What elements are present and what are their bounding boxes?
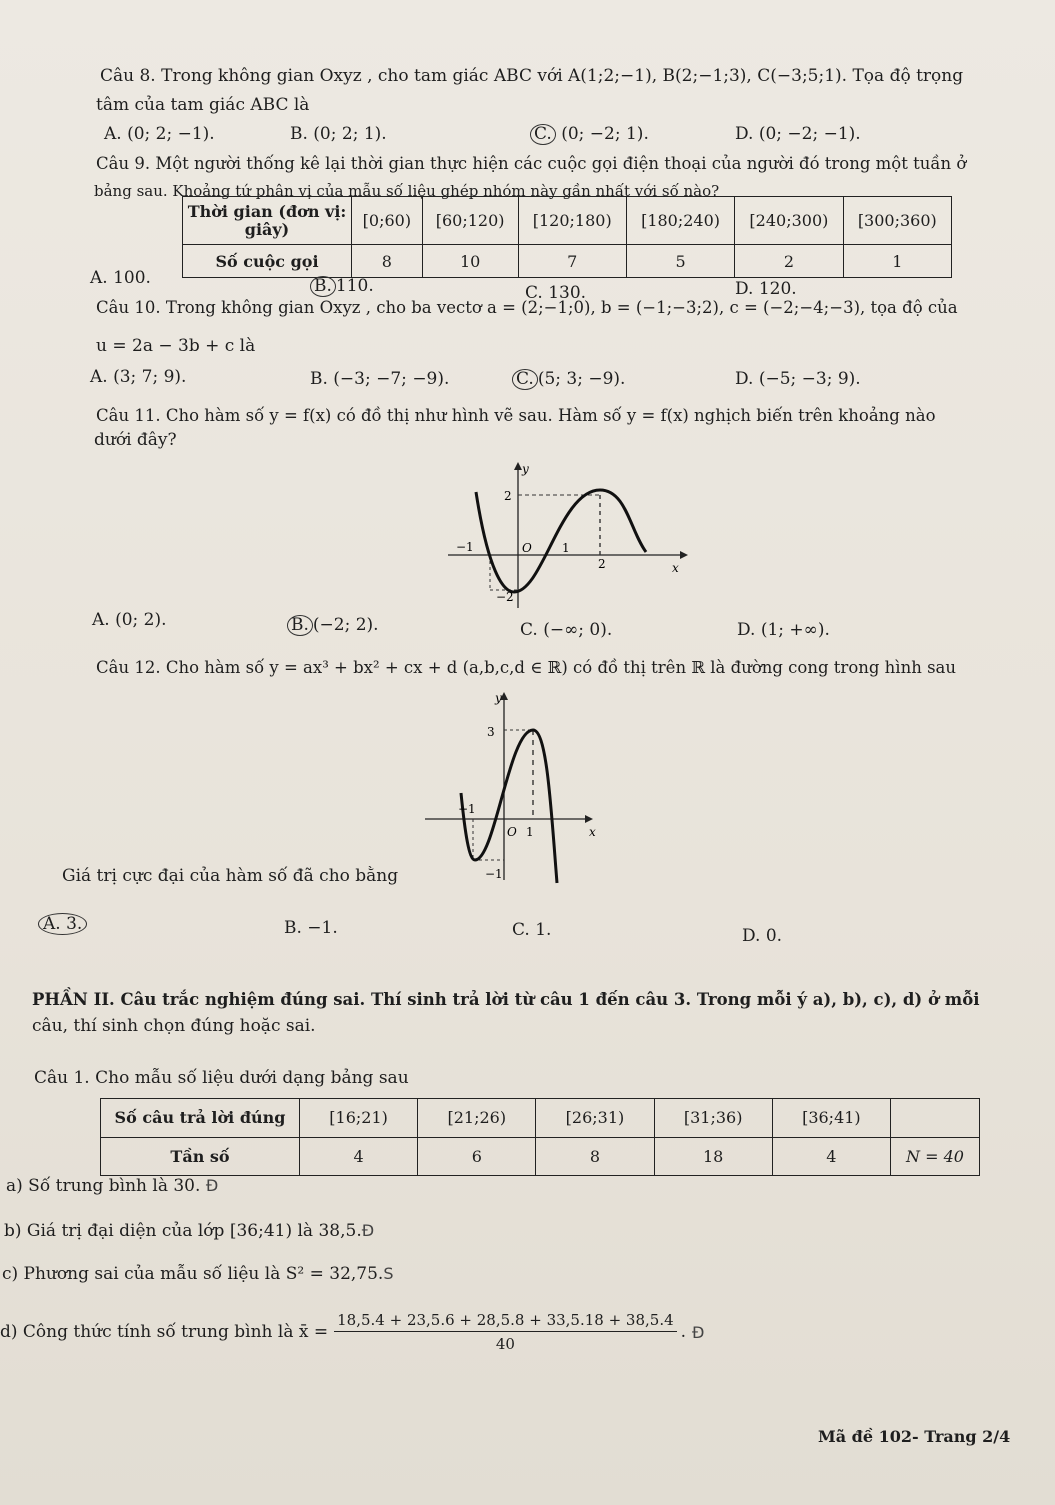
y-label: y	[495, 691, 502, 705]
handwritten-mark: Đ	[205, 1176, 219, 1195]
part2-title-line2: câu, thí sinh chọn đúng hoặc sai.	[32, 1016, 316, 1036]
q11-option-b-text: (−2; 2).	[312, 615, 379, 635]
tick-x1: 1	[562, 541, 570, 555]
p2q1-freq: 4	[772, 1137, 890, 1176]
p2q1-interval: [26;31)	[536, 1099, 654, 1138]
handwritten-mark: Đ	[692, 1322, 705, 1342]
statement-c-text: c) Phương sai của mẫu số liệu là S² = 32,75.	[2, 1264, 384, 1284]
q9-table-head-time: Thời gian (đơn vị: giây)	[183, 197, 352, 245]
x-axis-arrow	[585, 815, 593, 823]
p2q1-interval-empty	[891, 1099, 980, 1138]
q9-count: 10	[422, 245, 518, 278]
q11-stem-line1: Câu 11. Cho hàm số y = f(x) có đồ thị như hình vẽ sau. Hàm số y = f(x) nghịch biến trên khoảng nào	[96, 406, 936, 425]
q9-interval: [0;60)	[352, 197, 423, 245]
q11-option-d: D. (1; +∞).	[737, 620, 830, 640]
q10-stem-line1: Câu 10. Trong không gian Oxyz , cho ba vectơ a = (2;−1;0), b = (−1;−3;2), c = (−2;−4;−3), tọa độ của	[96, 298, 958, 317]
q9-option-c: C. 130.	[525, 283, 587, 303]
q11-stem-line2: dưới đây?	[94, 430, 177, 450]
origin-label: O	[507, 825, 517, 839]
q12-option-c: C. 1.	[512, 920, 552, 940]
q8-option-b: B. (0; 2; 1).	[290, 124, 387, 144]
fraction-numerator: 18,5.4 + 23,5.6 + 28,5.8 + 33,5.18 + 38,5.4	[334, 1311, 677, 1332]
x-label: x	[589, 825, 596, 839]
statement-d-prefix: d) Công thức tính số trung bình là x̄ =	[0, 1322, 329, 1342]
p2q1-statement-a	[6, 1176, 218, 1196]
q12-stem-line2: Giá trị cực đại của hàm số đã cho bằng	[62, 866, 399, 886]
p2q1-freq: 18	[654, 1137, 772, 1176]
q9-option-b-text: 110.	[335, 276, 374, 296]
statement-b-text: b) Giá trị đại diện của lớp [36;41) là 38,5.	[4, 1221, 362, 1241]
q10-option-d: D. (−5; −3; 9).	[735, 369, 861, 389]
q9-option-b	[310, 276, 374, 297]
q8-stem-line1: Câu 8. Trong không gian Oxyz , cho tam giác ABC với A(1;2;−1), B(2;−1;3), C(−3;5;1). Tọa độ trọng	[100, 66, 964, 86]
page-footer: Mã đề 102- Trang 2/4	[818, 1427, 1011, 1446]
p2q1-interval: [16;21)	[300, 1099, 418, 1138]
q8-option-c-text: (0; −2; 1).	[561, 124, 649, 144]
q12-option-a-text: A. 3.	[38, 913, 87, 935]
p2q1-freq: 4	[300, 1137, 418, 1176]
p2q1-interval: [31;36)	[654, 1099, 772, 1138]
q9-option-d: D. 120.	[735, 279, 797, 299]
tick-y3: 3	[487, 725, 495, 739]
p2q1-freq: 8	[536, 1137, 654, 1176]
q12-option-a	[38, 914, 87, 934]
q11-graph	[448, 460, 688, 610]
fraction-denominator: 40	[495, 1335, 515, 1353]
handwritten-mark: Đ	[361, 1221, 375, 1240]
y-axis-arrow	[514, 462, 522, 470]
q12-graph	[425, 688, 605, 888]
q12-option-d: D. 0.	[742, 926, 783, 946]
q9-interval: [60;120)	[422, 197, 518, 245]
handwritten-mark: S	[383, 1264, 394, 1283]
q8-option-d: D. (0; −2; −1).	[735, 124, 861, 144]
q9-count: 1	[843, 245, 951, 278]
p2q1-total: N = 40	[891, 1137, 980, 1176]
tick-yneg2: −2	[496, 590, 514, 604]
q9-count: 7	[518, 245, 626, 278]
tick-xneg1: −1	[458, 802, 476, 816]
p2q1-freq: 6	[418, 1137, 536, 1176]
p2q1-statement-d: d) Công thức tính số trung bình là x̄ = $\frac{18,5.4 + 23,5.6 + 28,5.8 + 33,5.18 + 38,5.4}{40}$ . Đ	[0, 1311, 705, 1353]
p2q1-head-score: Số câu trả lời đúng	[101, 1099, 300, 1138]
q12-option-b: B. −1.	[284, 918, 338, 938]
part2-title-line1: PHẦN II. Câu trắc nghiệm đúng sai. Thí sinh trả lời từ câu 1 đến câu 3. Trong mỗi ý a), b), c), d) ở mỗi	[32, 990, 980, 1009]
p2q1-interval: [21;26)	[418, 1099, 536, 1138]
q8-option-c	[530, 124, 649, 145]
q10-option-c	[512, 369, 625, 390]
y-label: y	[522, 462, 529, 476]
q9-option-a: A. 100.	[90, 268, 151, 288]
p2q1-statement-b	[4, 1221, 374, 1241]
circled-mark: B.	[310, 276, 336, 297]
x-label: x	[672, 561, 679, 575]
q9-table-head-count: Số cuộc gọi	[183, 245, 352, 278]
q10-option-a: A. (3; 7; 9).	[90, 367, 187, 387]
q9-count: 2	[735, 245, 843, 278]
q8-stem-line2: tâm của tam giác ABC là	[96, 95, 310, 115]
q11-option-a: A. (0; 2).	[92, 610, 167, 630]
fraction	[334, 1311, 677, 1353]
q9-count: 8	[352, 245, 423, 278]
q9-table	[182, 196, 952, 278]
circled-mark: C.	[530, 124, 556, 145]
q11-option-b	[287, 615, 379, 636]
p2q1-statement-c	[2, 1264, 394, 1284]
q10-stem-line2: u = 2a − 3b + c là	[96, 336, 256, 356]
circled-mark: C.	[512, 369, 538, 390]
q9-interval: [300;360)	[843, 197, 951, 245]
p2q1-table	[100, 1098, 980, 1176]
q10-option-b: B. (−3; −7; −9).	[310, 369, 450, 389]
q10-option-c-text: (5; 3; −9).	[537, 369, 626, 389]
q11-option-c: C. (−∞; 0).	[520, 620, 613, 640]
tick-xneg1: −1	[456, 540, 474, 554]
origin-label: O	[522, 541, 532, 555]
q9-count: 5	[626, 245, 734, 278]
x-axis-arrow	[680, 551, 688, 559]
circled-mark: B.	[287, 615, 313, 636]
tick-y2: 2	[504, 489, 512, 503]
q9-interval: [180;240)	[626, 197, 734, 245]
q9-interval: [240;300)	[735, 197, 843, 245]
q8-option-a: A. (0; 2; −1).	[104, 124, 215, 144]
tick-x1: 1	[526, 825, 534, 839]
q9-stem-line2: bảng sau. Khoảng tứ phân vị của mẫu số liệu ghép nhóm này gần nhất với số nào?	[94, 182, 720, 200]
tick-yneg1: −1	[485, 867, 503, 881]
q9-stem-line1: Câu 9. Một người thống kê lại thời gian thực hiện các cuộc gọi điện thoại của người đó trong một tuần ở	[96, 154, 967, 173]
q9-interval: [120;180)	[518, 197, 626, 245]
p2q1-interval: [36;41)	[772, 1099, 890, 1138]
p2q1-head-freq: Tần số	[101, 1137, 300, 1176]
p2q1-stem: Câu 1. Cho mẫu số liệu dưới dạng bảng sau	[34, 1068, 409, 1088]
q12-stem-line1: Câu 12. Cho hàm số y = ax³ + bx² + cx + d (a,b,c,d ∈ ℝ) có đồ thị trên ℝ là đường cong trong hình sau	[96, 658, 957, 677]
statement-a-text: a) Số trung bình là 30.	[6, 1176, 201, 1196]
q11-curve	[476, 490, 646, 592]
tick-x2: 2	[598, 557, 606, 571]
